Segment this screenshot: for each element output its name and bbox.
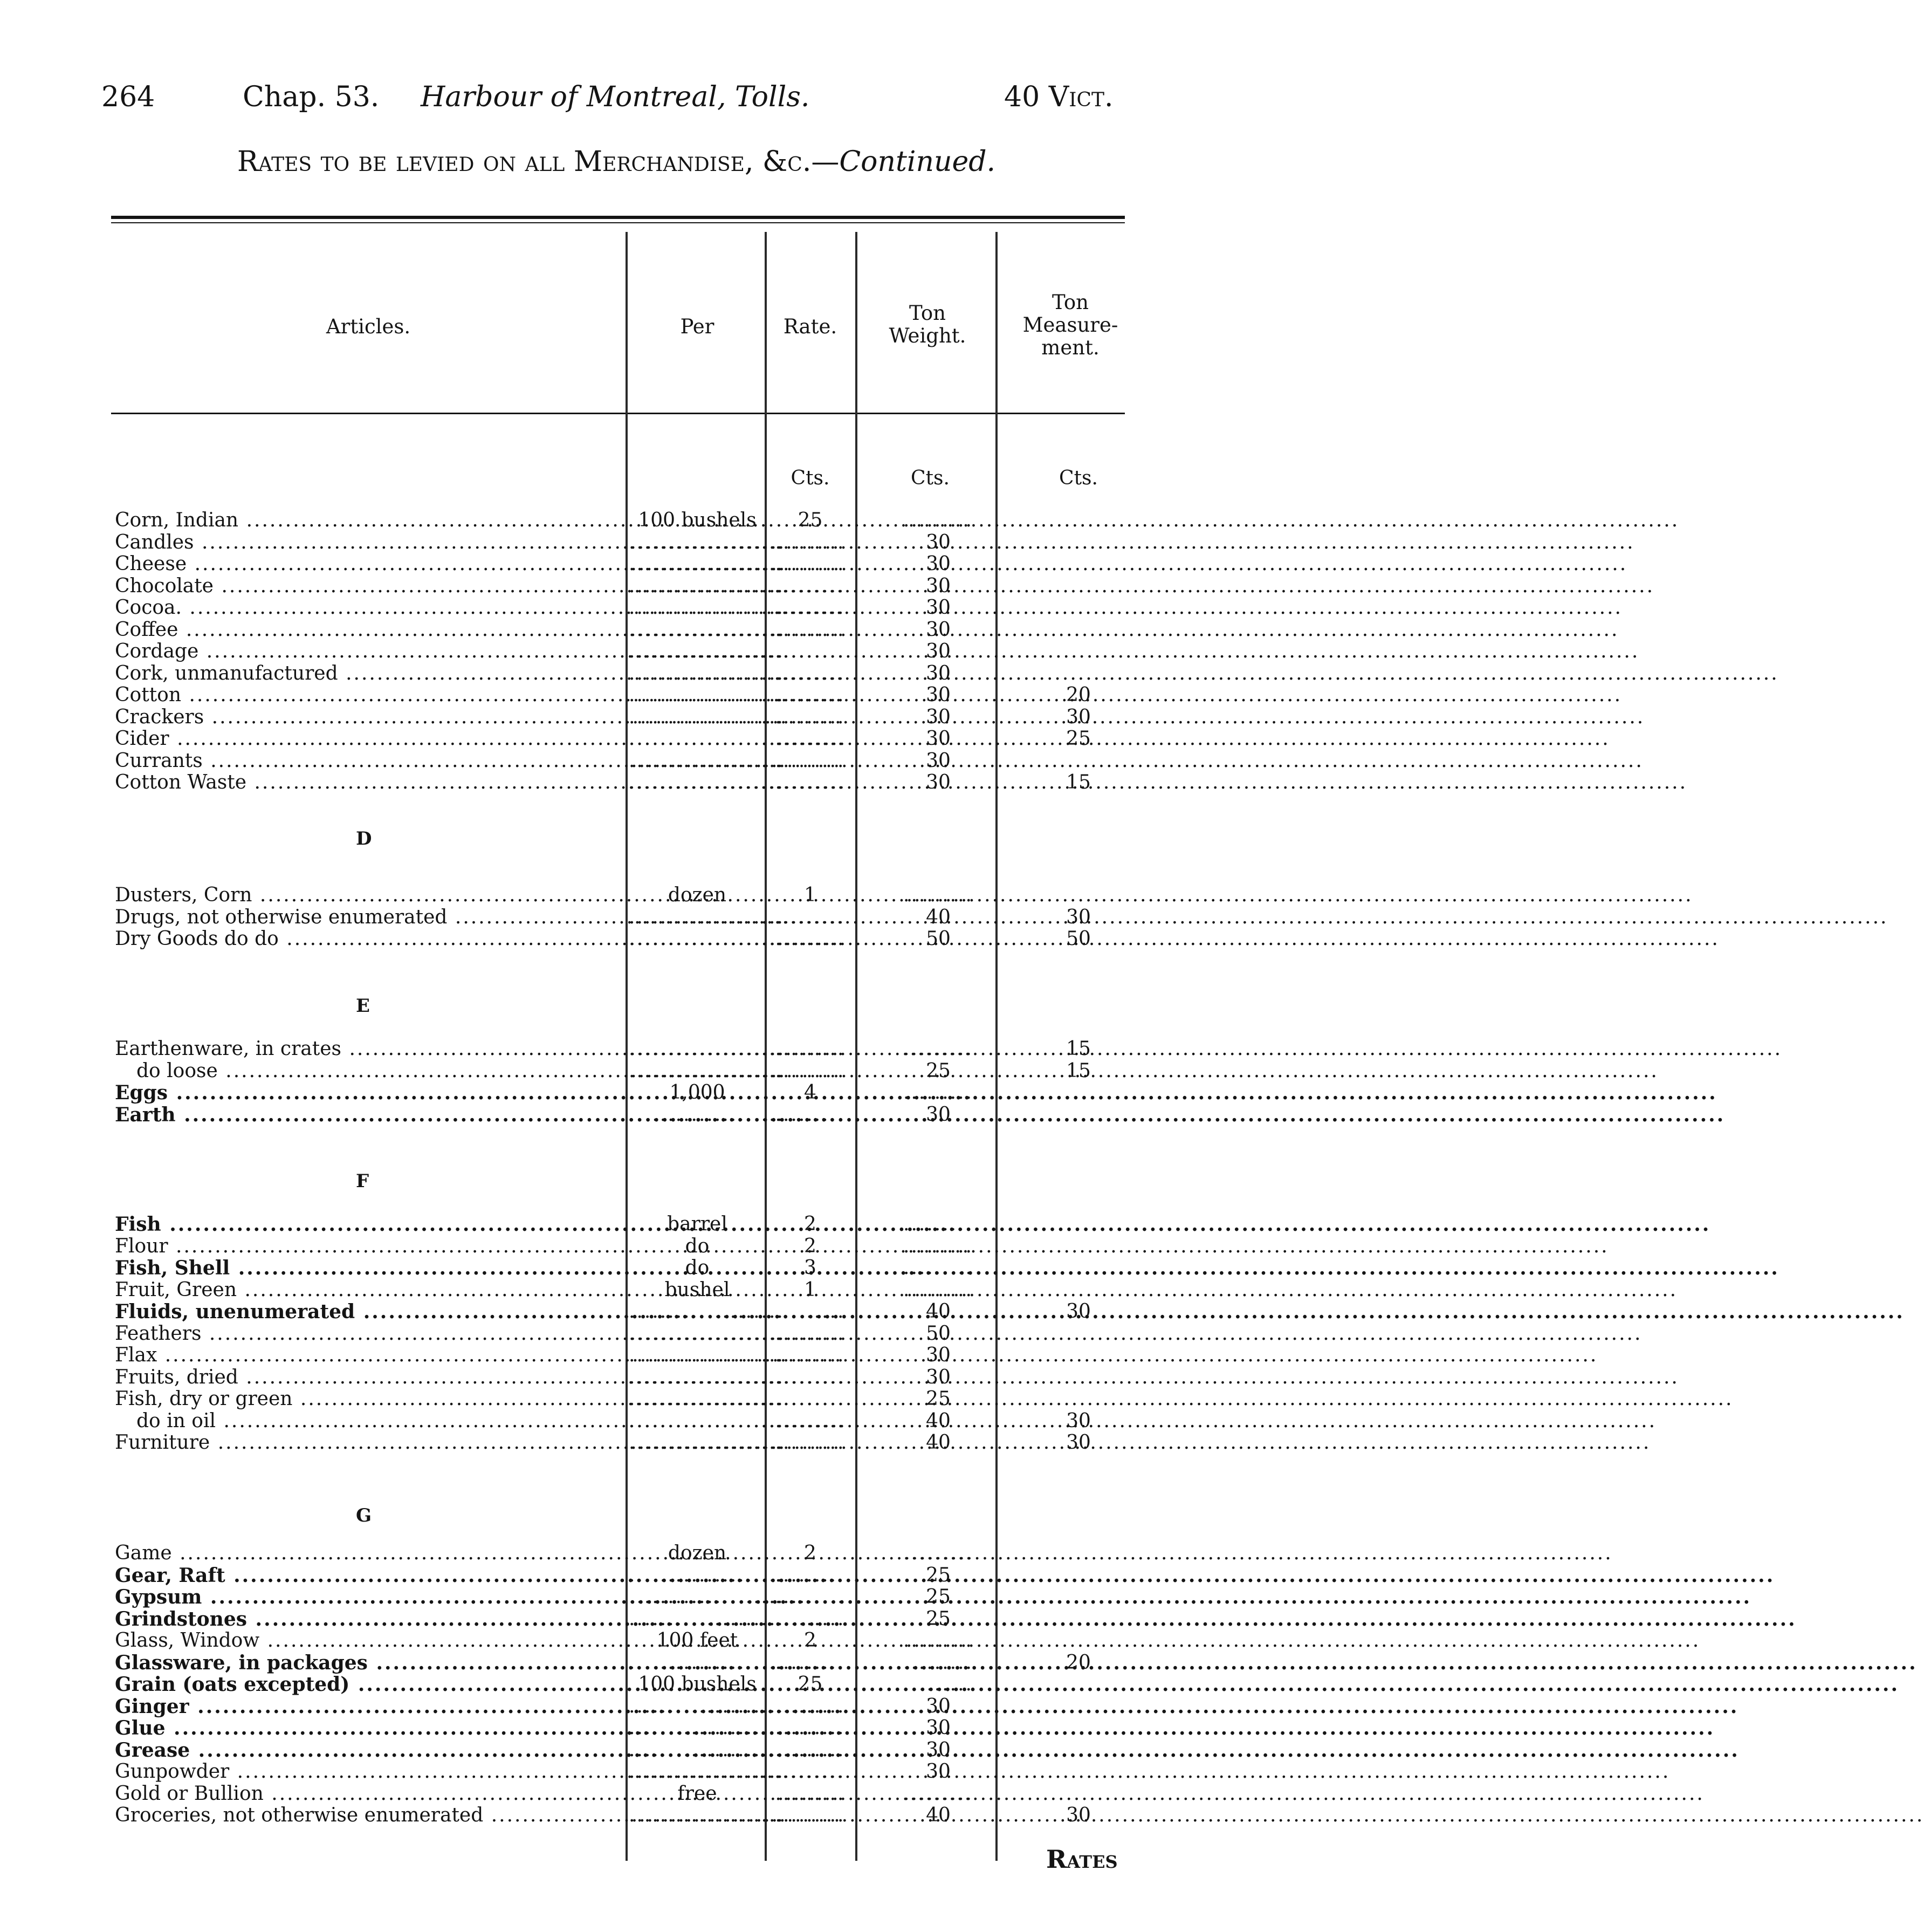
rate-cell: 2 — [804, 1213, 816, 1235]
dot-leader: .................... — [629, 1608, 785, 1630]
dot-leader: .................... — [629, 640, 785, 662]
table-row — [0, 885, 1233, 906]
article-name: Dusters, Corn ..... — [115, 885, 619, 906]
table-row — [0, 1652, 1233, 1674]
ton-weight-cell: 30 — [926, 575, 951, 597]
ton-measurement-cell: 30 — [1066, 1804, 1091, 1826]
rate-cell: 4 — [804, 1081, 816, 1104]
dot-leader: ......... — [775, 706, 846, 728]
article-name: Earthenware, in crates ..... — [115, 1038, 619, 1060]
table-title — [0, 146, 1233, 178]
dot-leader: .................... — [629, 750, 785, 772]
table-row — [0, 641, 1233, 662]
dot-leader: .................... — [629, 1366, 785, 1388]
per-cell: 1,000 — [669, 1081, 725, 1104]
dot-leader: ......... — [775, 1695, 846, 1717]
column-header-ton-measurement: Ton Measure-ment. — [1022, 291, 1118, 359]
dot-leader: .................... — [629, 706, 785, 728]
per-cell: do — [685, 1235, 710, 1257]
table-row — [0, 1345, 1233, 1366]
table-row — [0, 1783, 1233, 1805]
dot-leader: ......... — [775, 1366, 846, 1388]
per-cell: bushel — [664, 1279, 730, 1301]
dot-leader: ......... — [775, 1586, 846, 1608]
dot-leader: ......... — [775, 553, 846, 575]
article-name: Fruits, dried ..... — [115, 1367, 619, 1388]
dot-leader: ......... — [903, 1652, 973, 1674]
dot-leader: ......... — [775, 1410, 846, 1432]
table-row — [0, 1257, 1233, 1279]
section-letter-f: F — [356, 1170, 369, 1192]
column-header-per: Per — [680, 315, 714, 338]
article-name: Glue ..... — [115, 1717, 619, 1739]
dot-leader: ......... — [903, 509, 973, 531]
column-header-articles: Articles. — [326, 315, 411, 338]
ton-weight-cell: 50 — [926, 1323, 951, 1345]
table-row — [0, 553, 1233, 575]
ton-weight-cell: 30 — [926, 684, 951, 706]
dot-leader: ......... — [903, 1673, 973, 1695]
dot-leader: ......... — [775, 1038, 846, 1060]
per-cell: barrel — [667, 1213, 727, 1235]
catchword: Rates — [1046, 1845, 1118, 1874]
ton-weight-cell: 30 — [926, 597, 951, 619]
article-name: Gear, Raft ..... — [115, 1565, 619, 1586]
article-name: Fish, dry or green ..... — [115, 1388, 619, 1410]
article-name: Feathers ..... — [115, 1323, 619, 1345]
article-name: Grease ..... — [115, 1739, 619, 1761]
ton-measurement-cell: 25 — [1066, 728, 1091, 750]
rate-cell: 2 — [804, 1629, 816, 1652]
ton-measurement-cell: 30 — [1066, 1300, 1091, 1323]
dot-leader: ......... — [903, 1783, 973, 1805]
article-name: Gypsum ..... — [115, 1586, 619, 1608]
rate-cell: 25 — [798, 1673, 823, 1695]
ton-weight-cell: 40 — [926, 906, 951, 928]
dot-leader: ......... — [903, 1279, 973, 1301]
ton-measurement-cell: 30 — [1066, 906, 1091, 928]
article-name: Flax ..... — [115, 1345, 619, 1366]
ton-weight-cell: 30 — [926, 1695, 951, 1717]
dot-leader: .................... — [629, 1804, 785, 1826]
ton-weight-cell: 25 — [926, 1060, 951, 1082]
table-title-main: Rates to be levied on all Merchandise, &c.— — [237, 146, 840, 178]
table-row — [0, 597, 1233, 619]
ton-measurement-cell: 20 — [1066, 1652, 1091, 1674]
table-row — [0, 928, 1233, 950]
article-name: Cheese ..... — [115, 553, 619, 575]
dot-leader: .................... — [629, 1323, 785, 1345]
table-row — [0, 1674, 1233, 1695]
table-row — [0, 1236, 1233, 1257]
dot-leader: .................... — [629, 1388, 785, 1410]
dot-leader: ......... — [775, 597, 846, 619]
rate-cell: 3 — [804, 1257, 816, 1279]
ton-weight-cell: 30 — [926, 1366, 951, 1388]
ton-weight-cell: 30 — [926, 1760, 951, 1783]
ton-weight-cell: 30 — [926, 619, 951, 641]
per-cell: dozen — [668, 1542, 727, 1564]
table-row — [0, 1082, 1233, 1104]
article-name: Drugs, not otherwise enumerated ..... — [115, 907, 619, 928]
ton-weight-cell: 40 — [926, 1410, 951, 1432]
ton-measurement-cell: 50 — [1066, 928, 1091, 950]
ton-weight-cell: 30 — [926, 1344, 951, 1366]
per-cell: 100 feet — [656, 1629, 738, 1652]
rate-cell: 1 — [804, 1279, 816, 1301]
table-row — [0, 1038, 1233, 1060]
article-name: Earth ..... — [115, 1104, 619, 1126]
article-name: Dry Goods do do ..... — [115, 928, 619, 950]
ton-weight-cell: 40 — [926, 1431, 951, 1454]
article-name: Fruit, Green ..... — [115, 1279, 619, 1301]
dot-leader: ......... — [775, 1564, 846, 1586]
dot-leader: ......... — [903, 1629, 973, 1652]
dot-leader: ......... — [775, 750, 846, 772]
table-row — [0, 772, 1233, 793]
dot-leader: .................... — [629, 1060, 785, 1082]
article-name: Fluids, unenumerated ..... — [115, 1301, 619, 1323]
top-double-rule — [111, 216, 1125, 219]
dot-leader: ......... — [775, 531, 846, 553]
dot-leader: ......... — [775, 728, 846, 750]
dot-leader: .................... — [629, 619, 785, 641]
rate-cell: 2 — [804, 1235, 816, 1257]
dot-leader: ......... — [775, 1804, 846, 1826]
table-row — [0, 1717, 1233, 1739]
article-name: Gunpowder ..... — [115, 1761, 619, 1783]
ton-weight-cell: 30 — [926, 771, 951, 793]
table-row — [0, 1279, 1233, 1301]
dot-leader: .................... — [629, 597, 785, 619]
article-name: Cocoa. ..... — [115, 597, 619, 619]
ton-weight-cell: 25 — [926, 1586, 951, 1608]
dot-leader: .................... — [629, 684, 785, 706]
dot-leader: ......... — [775, 906, 846, 928]
dot-leader: ......... — [775, 1783, 846, 1805]
dot-leader: ......... — [775, 619, 846, 641]
dot-leader: .................... — [629, 553, 785, 575]
dot-leader: .................... — [629, 906, 785, 928]
table-row — [0, 1214, 1233, 1235]
table-row — [0, 576, 1233, 597]
table-row — [0, 510, 1233, 531]
ton-measurement-cell: 20 — [1066, 684, 1091, 706]
dot-leader: .................... — [629, 575, 785, 597]
dot-leader: ......... — [775, 1717, 846, 1739]
ton-weight-cell: 30 — [926, 750, 951, 772]
table-row — [0, 1696, 1233, 1717]
dot-leader: ......... — [903, 884, 973, 906]
column-header-ton-weight: Ton Weight. — [889, 302, 966, 347]
table-row — [0, 1630, 1233, 1652]
article-name: Eggs ..... — [115, 1082, 619, 1104]
section-letter-g: G — [356, 1505, 372, 1526]
page-number: 264 — [101, 81, 155, 113]
ton-weight-cell: 30 — [926, 640, 951, 662]
dot-leader: ......... — [775, 771, 846, 793]
dot-leader: .................... — [629, 1038, 785, 1060]
ton-weight-cell: 30 — [926, 1717, 951, 1739]
article-name: do loose ..... — [115, 1060, 619, 1082]
dot-leader: .................... — [629, 928, 785, 950]
ton-weight-cell: 25 — [926, 1608, 951, 1630]
ton-weight-cell: 30 — [926, 531, 951, 553]
ton-weight-cell: 25 — [926, 1388, 951, 1410]
ton-weight-cell: 40 — [926, 1804, 951, 1826]
table-row — [0, 663, 1233, 684]
dot-leader: .................... — [629, 1344, 785, 1366]
dot-leader: .................... — [629, 771, 785, 793]
dot-leader: ......... — [903, 1542, 973, 1564]
table-row — [0, 907, 1233, 928]
dot-leader: .................... — [629, 1760, 785, 1783]
article-name: Grindstones ..... — [115, 1608, 619, 1630]
table-row — [0, 1432, 1233, 1454]
section-letter-d: D — [356, 828, 372, 849]
dot-leader: ......... — [775, 575, 846, 597]
table-row — [0, 684, 1233, 706]
ton-weight-cell: 30 — [926, 662, 951, 684]
dot-leader: ......... — [903, 1213, 973, 1235]
dot-leader: ......... — [775, 1760, 846, 1783]
dot-leader: ......... — [903, 1257, 973, 1279]
ton-measurement-cell: 15 — [1066, 1038, 1091, 1060]
dot-leader: ......... — [775, 1739, 846, 1761]
table-row — [0, 1608, 1233, 1630]
running-title: Harbour of Montreal, Tolls. — [421, 81, 810, 113]
ton-weight-cell: 40 — [926, 1300, 951, 1323]
dot-leader: ......... — [903, 1038, 973, 1060]
dot-leader: ......... — [775, 1344, 846, 1366]
table-row — [0, 750, 1233, 772]
dot-leader: ......... — [775, 1388, 846, 1410]
unit-ton-measurement: Cts. — [1059, 467, 1098, 489]
table-row — [0, 1060, 1233, 1082]
article-name: Candles ..... — [115, 532, 619, 553]
dot-leader: ......... — [775, 1608, 846, 1630]
ton-weight-cell: 30 — [926, 728, 951, 750]
dot-leader: .................... — [629, 1739, 785, 1761]
per-cell: dozen — [668, 884, 727, 906]
per-cell: 100 bushels — [638, 509, 757, 531]
table-row — [0, 1761, 1233, 1783]
ton-weight-cell: 30 — [926, 1739, 951, 1761]
article-name: Glass, Window ..... — [115, 1630, 619, 1652]
header-rule — [111, 413, 1125, 414]
dot-leader: .................... — [629, 1586, 785, 1608]
article-name: Gold or Bullion ..... — [115, 1783, 619, 1805]
table-row — [0, 728, 1233, 750]
per-cell: 100 bushels — [638, 1673, 757, 1695]
article-name: Ginger ..... — [115, 1696, 619, 1717]
table-row — [0, 1104, 1233, 1126]
article-name: Cotton ..... — [115, 684, 619, 706]
article-name: Cotton Waste ..... — [115, 772, 619, 793]
table-row — [0, 619, 1233, 641]
dot-leader: .................... — [629, 1717, 785, 1739]
article-name: Grain (oats excepted) ..... — [115, 1674, 619, 1695]
article-name: Coffee ..... — [115, 619, 619, 641]
article-name: Fish ..... — [115, 1214, 619, 1235]
ton-weight-cell: 30 — [926, 1104, 951, 1126]
rate-cell: 2 — [804, 1542, 816, 1564]
ton-weight-cell: 30 — [926, 706, 951, 728]
article-name: Cider ..... — [115, 728, 619, 750]
ton-weight-cell: 25 — [926, 1564, 951, 1586]
dot-leader: ......... — [775, 1300, 846, 1323]
article-name: Game ..... — [115, 1543, 619, 1564]
dot-leader: .................... — [629, 1564, 785, 1586]
article-name: Crackers ..... — [115, 707, 619, 728]
table-row — [0, 1388, 1233, 1410]
unit-rate: Cts. — [791, 467, 830, 489]
table-row — [0, 1323, 1233, 1345]
dot-leader: .................... — [629, 1431, 785, 1454]
table-row — [0, 1805, 1233, 1826]
dot-leader: .................... — [629, 662, 785, 684]
article-name: Corn, Indian ..... — [115, 510, 619, 531]
ton-weight-cell: 30 — [926, 553, 951, 575]
dot-leader: .................... — [629, 1300, 785, 1323]
ton-measurement-cell: 30 — [1066, 1431, 1091, 1454]
chapter-reference: Chap. 53. — [243, 81, 380, 113]
article-name: Furniture ..... — [115, 1432, 619, 1454]
top-thin-rule — [111, 222, 1125, 223]
dot-leader: ......... — [775, 1060, 846, 1082]
rate-cell: 1 — [804, 884, 816, 906]
ton-weight-cell: 50 — [926, 928, 951, 950]
table-row — [0, 707, 1233, 728]
dot-leader: ......... — [775, 684, 846, 706]
article-name: Currants ..... — [115, 750, 619, 772]
dot-leader: ......... — [775, 1652, 846, 1674]
regnal-year: 40 Vict. — [1004, 81, 1114, 113]
dot-leader: .................... — [629, 1652, 785, 1674]
dot-leader: .................... — [629, 1695, 785, 1717]
rate-cell: 25 — [798, 509, 823, 531]
dot-leader: ......... — [775, 1323, 846, 1345]
dot-leader: ......... — [775, 1431, 846, 1454]
dot-leader: ......... — [903, 1081, 973, 1104]
article-name: Fish, Shell ..... — [115, 1257, 619, 1279]
table-row — [0, 532, 1233, 553]
unit-ton-weight: Cts. — [911, 467, 950, 489]
column-header-rate: Rate. — [783, 315, 837, 338]
dot-leader: .................... — [629, 1410, 785, 1432]
dot-leader: .................... — [629, 1104, 785, 1126]
ton-measurement-cell: 15 — [1066, 1060, 1091, 1082]
article-name: Cordage ..... — [115, 641, 619, 662]
table-row — [0, 1301, 1233, 1323]
article-name: Chocolate ..... — [115, 576, 619, 597]
table-row — [0, 1543, 1233, 1564]
dot-leader: ......... — [775, 1104, 846, 1126]
dot-leader: ......... — [775, 928, 846, 950]
ton-measurement-cell: 30 — [1066, 706, 1091, 728]
table-row — [0, 1739, 1233, 1761]
dot-leader: .................... — [629, 531, 785, 553]
section-letter-e: E — [356, 995, 370, 1017]
dot-leader: ......... — [775, 640, 846, 662]
table-row — [0, 1410, 1233, 1432]
article-name: Groceries, not otherwise enumerated ..... — [115, 1805, 619, 1826]
article-name: Flour ..... — [115, 1236, 619, 1257]
dot-leader: .................... — [629, 728, 785, 750]
ton-measurement-cell: 15 — [1066, 771, 1091, 793]
per-cell: free — [677, 1783, 717, 1805]
article-name: Glassware, in packages ..... — [115, 1652, 619, 1674]
article-name: Cork, unmanufactured ..... — [115, 663, 619, 684]
table-row — [0, 1367, 1233, 1388]
table-row — [0, 1586, 1233, 1608]
ton-measurement-cell: 30 — [1066, 1410, 1091, 1432]
table-row — [0, 1565, 1233, 1586]
article-name: do in oil ..... — [115, 1410, 619, 1432]
dot-leader: ......... — [775, 662, 846, 684]
per-cell: do — [685, 1257, 710, 1279]
table-title-continued: Continued. — [839, 146, 996, 178]
dot-leader: ......... — [903, 1235, 973, 1257]
